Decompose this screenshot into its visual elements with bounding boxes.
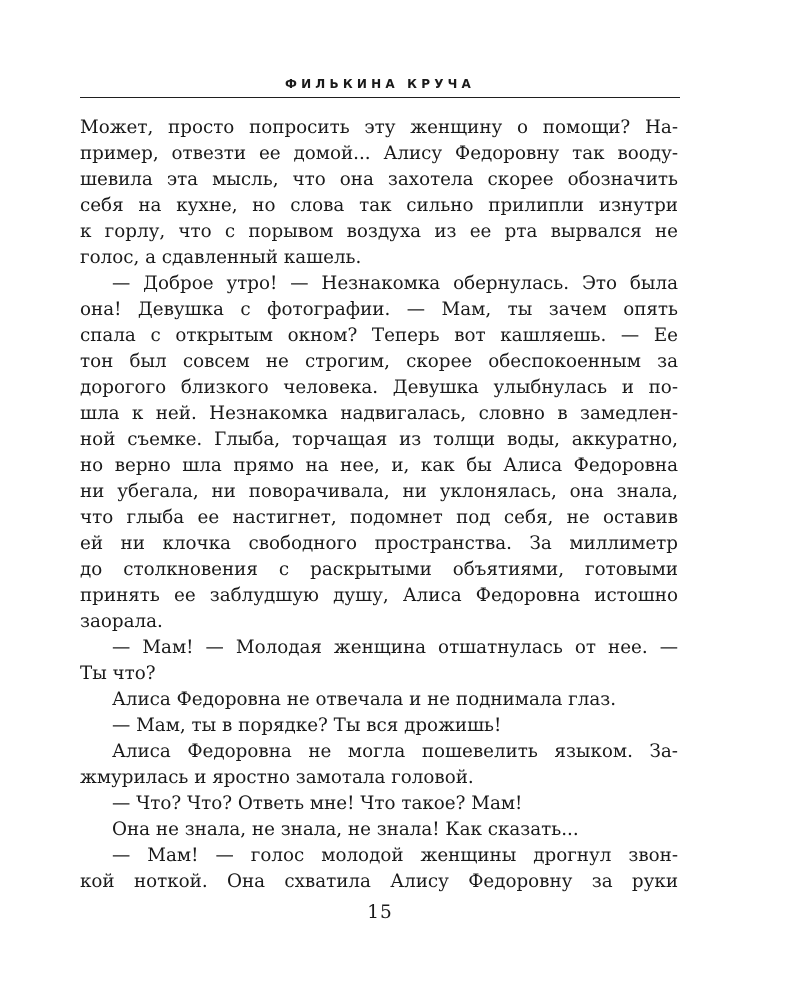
- text-line: шла к ней. Незнакомка надвигалась, словно в замедлен-: [80, 403, 678, 424]
- text-line: заорала.: [80, 611, 163, 632]
- text-line: кой ноткой. Она схватила Алису Федоровну за руки: [80, 871, 678, 892]
- text-line: — Мам! — Молодая женщина отшатнулась от нее. —: [112, 637, 678, 658]
- text-line: пример, отвезти ее домой... Алису Федоровну так вооду-: [80, 143, 678, 164]
- text-line: себя на кухне, но слова так сильно прилипли изнутри: [80, 195, 678, 216]
- text-line: что глыба ее настигнет, подомнет под себя, не оставив: [80, 507, 678, 528]
- text-line: Может, просто попросить эту женщину о помощи? На-: [80, 117, 678, 138]
- text-line: — Доброе утро! — Незнакомка обернулась. Это была: [112, 273, 678, 294]
- text-line: до столкновения с раскрытыми объятиями, готовыми: [80, 559, 678, 580]
- text-line: но верно шла прямо на нее, и, как бы Алиса Федоровна: [80, 455, 678, 476]
- text-line: принять ее заблудшую душу, Алиса Федоровна истошно: [80, 585, 678, 606]
- running-title: ФИЛЬКИНА КРУЧА: [284, 77, 476, 91]
- page-number: 15: [367, 902, 393, 923]
- text-line: спала с открытым окном? Теперь вот кашляешь. — Ее: [80, 325, 678, 346]
- text-line: ни убегала, ни поворачивала, ни уклонялась, она знала,: [80, 481, 678, 502]
- text-line: она! Девушка с фотографии. — Мам, ты зачем опять: [80, 299, 678, 320]
- text-line: Ты что?: [80, 663, 156, 684]
- text-line: голос, а сдавленный кашель.: [80, 247, 362, 268]
- text-line: Она не знала, не знала, не знала! Как сказать...: [112, 819, 579, 840]
- text-line: ной съемке. Глыба, торчащая из толщи воды, аккуратно,: [80, 429, 678, 450]
- text-line: жмурилась и яростно замотала головой.: [80, 767, 474, 788]
- text-line: — Мам! — голос молодой женщины дрогнул звон-: [112, 845, 678, 866]
- text-line: тон был совсем не строгим, скорее обеспокоенным за: [80, 351, 678, 372]
- text-line: — Что? Что? Ответь мне! Что такое? Мам!: [112, 793, 523, 814]
- text-line: шевила эта мысль, что она захотела скорее обозначить: [80, 169, 678, 190]
- text-line: — Мам, ты в порядке? Ты вся дрожишь!: [112, 715, 502, 736]
- text-line: ей ни клочка свободного пространства. За миллиметр: [80, 533, 678, 554]
- text-line: Алиса Федоровна не отвечала и не поднимала глаз.: [112, 689, 617, 710]
- text-line: дорогого близкого человека. Девушка улыбнулась и по-: [80, 377, 678, 398]
- text-line: к горлу, что с порывом воздуха из ее рта вырвался не: [80, 221, 678, 242]
- text-line: Алиса Федоровна не могла пошевелить языком. За-: [112, 741, 678, 762]
